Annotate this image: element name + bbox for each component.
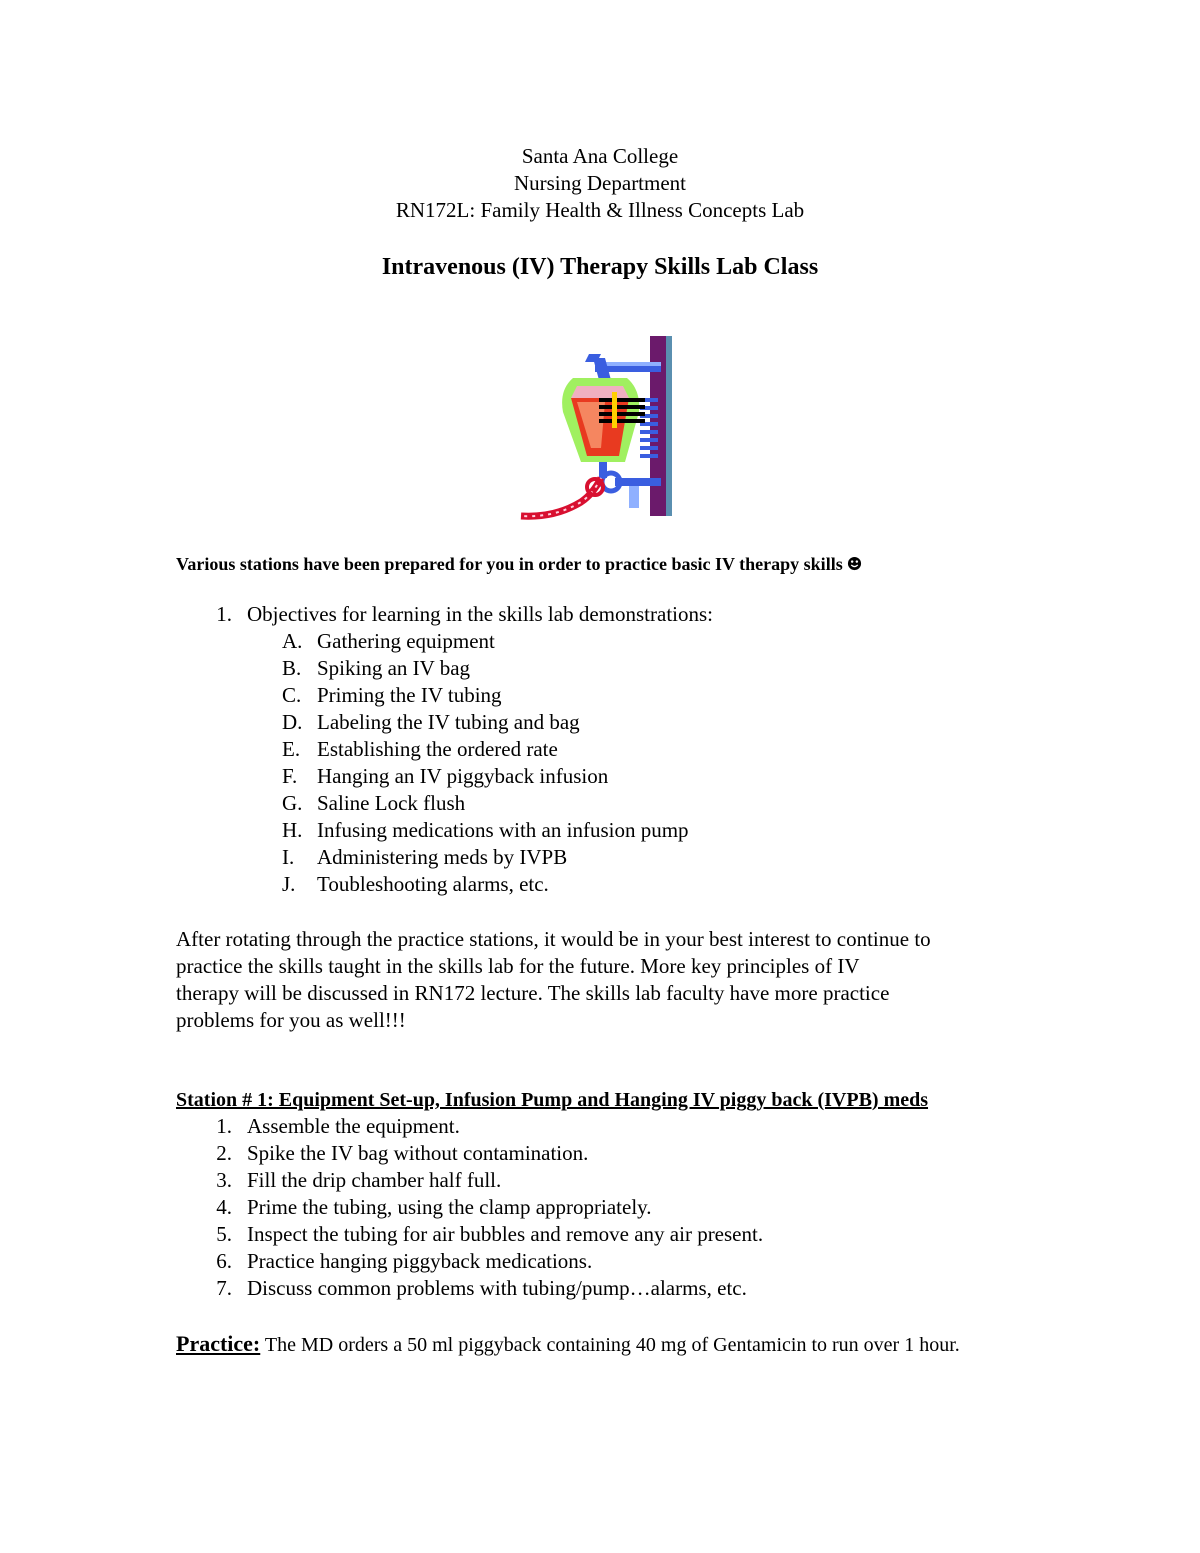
list-item-text: Infusing medications with an infusion pump xyxy=(317,818,689,842)
list-item-text: Fill the drip chamber half full. xyxy=(247,1168,502,1192)
list-item-text: Administering meds by IVPB xyxy=(317,845,568,869)
iv-bag-pole-icon xyxy=(515,332,685,524)
list-marker: H. xyxy=(282,818,303,842)
intro-statement xyxy=(176,552,862,576)
list-item-text: Spiking an IV bag xyxy=(317,656,471,680)
list-marker: F. xyxy=(282,764,298,788)
objectives-heading: Objectives for learning in the skills lab demonstrations: xyxy=(247,602,713,626)
list-marker: G. xyxy=(282,791,303,815)
list-item-text: Assemble the equipment. xyxy=(247,1114,460,1138)
list-item-text: Labeling the IV tubing and bag xyxy=(317,710,580,734)
list-item-text: Practice hanging piggyback medications. xyxy=(247,1249,593,1273)
practice-problem xyxy=(176,1330,960,1359)
document-title: Intravenous (IV) Therapy Skills Lab Class xyxy=(381,254,819,280)
list-marker: 2. xyxy=(216,1141,232,1165)
header-institution: Santa Ana College xyxy=(521,144,679,168)
list-marker: 6. xyxy=(216,1249,232,1273)
list-marker: J. xyxy=(282,872,296,896)
paragraph-line: After rotating through the practice stations, it would be in your best interest to continue to xyxy=(176,927,931,951)
header-course: RN172L: Family Health & Illness Concepts Lab xyxy=(395,198,805,222)
list-item-text: Discuss common problems with tubing/pump…alarms, etc. xyxy=(247,1276,747,1300)
paragraph-line: problems for you as well!!! xyxy=(176,1008,406,1032)
list-item-text: Saline Lock flush xyxy=(317,791,466,815)
paragraph-line: therapy will be discussed in RN172 lecture. The skills lab faculty have more practice xyxy=(176,981,890,1005)
list-item-text: Inspect the tubing for air bubbles and remove any air present. xyxy=(247,1222,764,1246)
list-marker: E. xyxy=(282,737,301,761)
list-marker: 1. xyxy=(216,602,232,626)
paragraph-line: practice the skills taught in the skills lab for the future. More key principles of IV xyxy=(176,954,860,978)
list-marker: C. xyxy=(282,683,302,707)
list-marker: A. xyxy=(282,629,303,653)
list-marker: 4. xyxy=(216,1195,232,1219)
list-marker: 3. xyxy=(216,1168,232,1192)
closing-paragraph xyxy=(176,926,1046,1034)
list-marker: 5. xyxy=(216,1222,232,1246)
list-marker: D. xyxy=(282,710,303,734)
document-header xyxy=(0,143,1200,224)
list-item-text: Establishing the ordered rate xyxy=(317,737,558,761)
list-marker: I. xyxy=(282,845,295,869)
list-item-text: Gathering equipment xyxy=(317,629,495,653)
practice-text: The MD orders a 50 ml piggyback containing 40 mg of Gentamicin to run over 1 hour. xyxy=(264,1334,960,1356)
intro-text: Various stations have been prepared for you in order to practice basic IV therapy skills xyxy=(176,554,843,574)
list-item-text: Priming the IV tubing xyxy=(317,683,502,707)
practice-label: Practice: xyxy=(176,1331,261,1356)
list-item-text: Spike the IV bag without contamination. xyxy=(247,1141,589,1165)
header-department: Nursing Department xyxy=(513,171,687,195)
list-item-text: Hanging an IV piggyback infusion xyxy=(317,764,609,788)
list-marker: 7. xyxy=(216,1276,232,1300)
list-marker: B. xyxy=(282,656,302,680)
smiley-icon xyxy=(847,556,862,571)
list-item-text: Toubleshooting alarms, etc. xyxy=(317,872,549,896)
list-marker: 1. xyxy=(216,1114,232,1138)
list-item-text: Prime the tubing, using the clamp appropriately. xyxy=(247,1195,652,1219)
station-1-heading: Station # 1: Equipment Set-up, Infusion Pump and Hanging IV piggy back (IVPB) meds xyxy=(176,1089,929,1111)
